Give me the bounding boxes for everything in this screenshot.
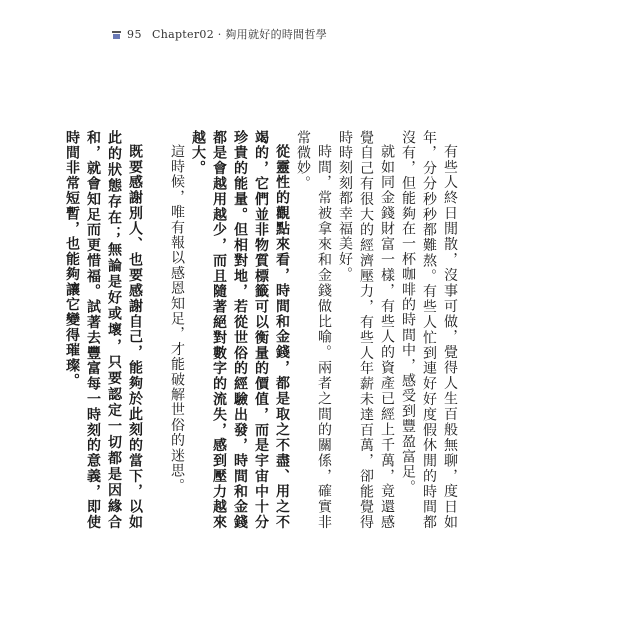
chapter-title: Chapter02 · 夠用就好的時間哲學 xyxy=(152,28,328,41)
paragraph-3: 時間，常被拿來和金錢做比喻。兩者之間的關係，確實非常微妙。 xyxy=(295,130,332,530)
header-ornament-icon xyxy=(112,29,121,40)
paragraph-spacer xyxy=(145,130,166,530)
running-header xyxy=(112,26,327,42)
paragraph-4-bold: 從靈性的觀點來看，時間和金錢，都是取之不盡、用之不竭的，它們並非物質標籤可以衡量的價值，而是宇宙中十分珍貴的能量。但相對地，若從世俗的經驗出發，時間和金錢都是會越用越少，而且隨著絕對數字的流失，感到壓力越來越大。 xyxy=(190,130,290,530)
paragraph-2: 就如同金錢財富一樣，有些人的資產已經上千萬，竟還感覺自己有很大的經濟壓力，有些人年薪未達百萬，卻能覺得時時刻刻都幸福美好。 xyxy=(337,130,395,530)
paragraph-1: 有些人終日閒散，沒事可做，覺得人生百般無聊，度日如年，分分秒秒都難熬。有些人忙到連好好度假休閒的時間都沒有，但能夠在一杯咖啡的時間中，感受到豐盈富足。 xyxy=(400,130,458,530)
paragraph-6-bold: 既要感謝別人、也要感謝自己，能夠於此刻的當下，以如此的狀態存在；無論是好或壞，只要認定一切都是因緣合和，就會知足而更惜福。試著去豐富每一時刻的意義，即使時間非常短暫，也能夠讓它變得璀璨。 xyxy=(64,130,143,530)
page-number: 95 xyxy=(127,27,142,41)
paragraph-5: 這時候，唯有報以感恩知足，才能破解世俗的迷思。 xyxy=(169,144,185,494)
page-body xyxy=(64,130,460,530)
